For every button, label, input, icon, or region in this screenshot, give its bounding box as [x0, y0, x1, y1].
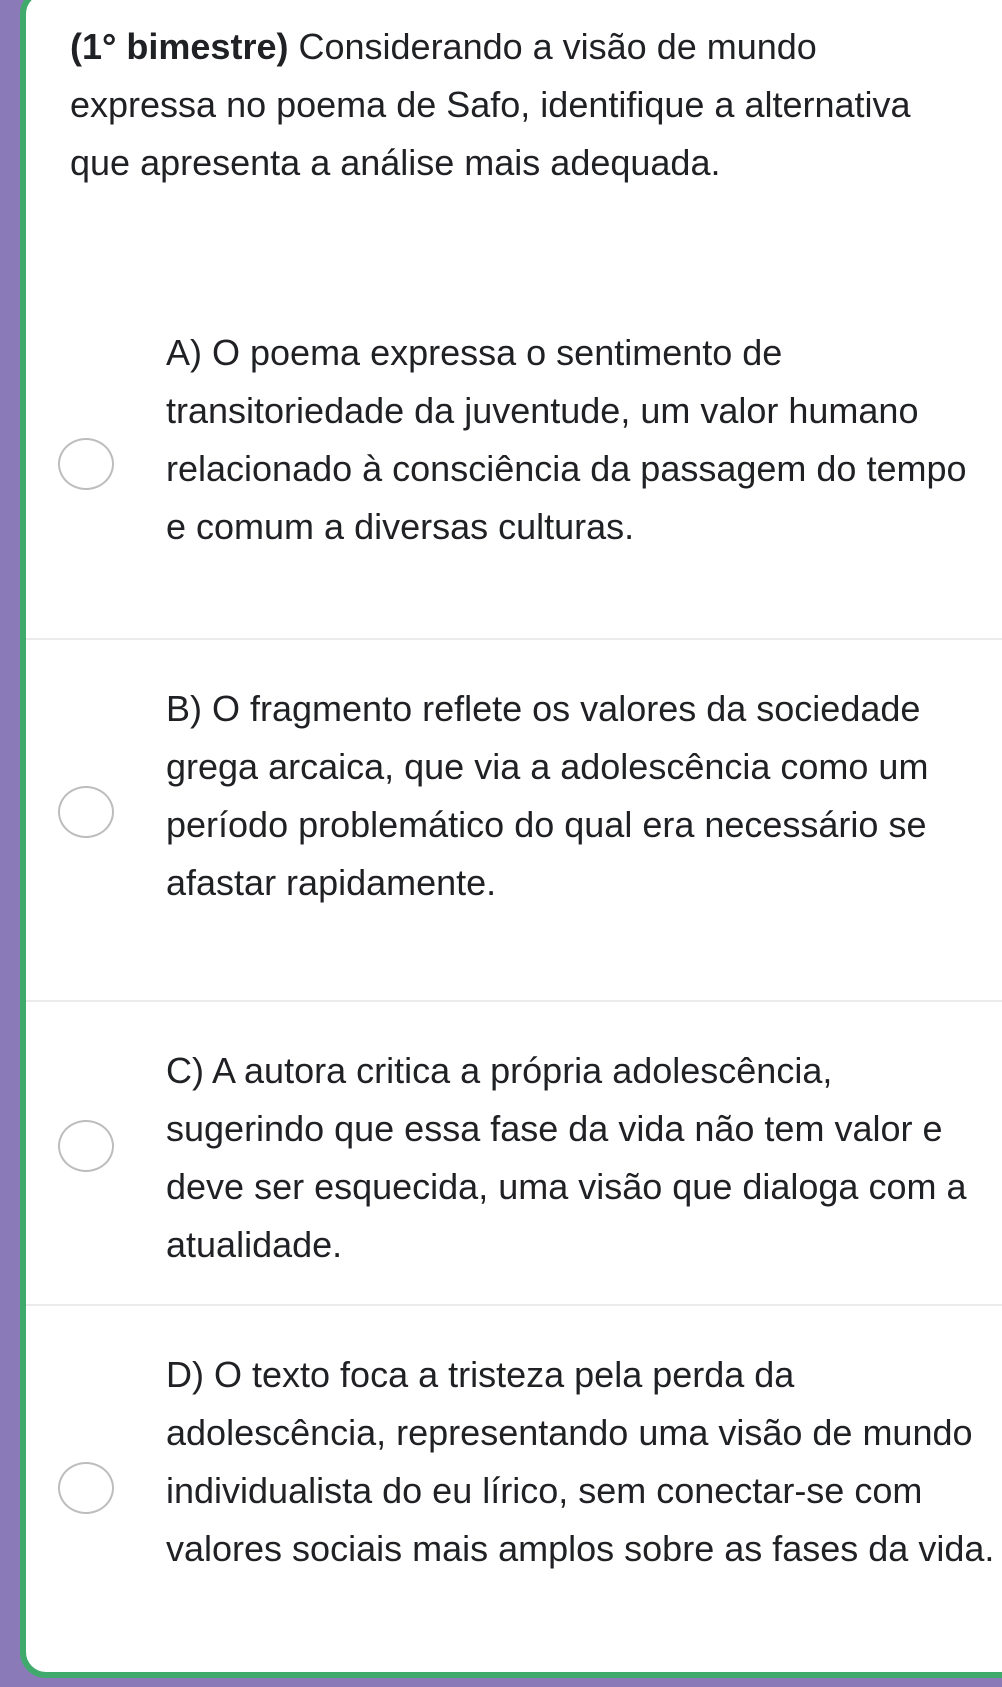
radio-button-b[interactable]: [58, 786, 114, 838]
option-c[interactable]: [26, 1004, 1002, 1306]
option-b[interactable]: [26, 642, 1002, 1002]
question-card: [20, 0, 1002, 1678]
option-b-text: B) O fragmento reflete os valores da sociedade grega arcaica, que via a adolescência como um período problemático do qual era necessário se afastar rapidamente.: [166, 688, 929, 903]
radio-button-a[interactable]: [58, 438, 114, 490]
radio-button-d[interactable]: [58, 1462, 114, 1514]
question-body: Considerando a visão de mundo expressa no poema de Safo, identifique a alternativa que apresenta a análise mais adequada.: [70, 26, 911, 183]
option-c-text: C) A autora critica a própria adolescência, sugerindo que essa fase da vida não tem valor e deve ser esquecida, uma visão que dialoga com a atualidade.: [166, 1050, 967, 1265]
question-label: (1° bimestre): [70, 26, 289, 67]
option-a[interactable]: [26, 302, 1002, 640]
radio-button-c[interactable]: [58, 1120, 114, 1172]
option-d[interactable]: [26, 1308, 1002, 1648]
option-a-text: A) O poema expressa o sentimento de transitoriedade da juventude, um valor humano relacionado à consciência da passagem do tempo e comum a diversas culturas.: [166, 332, 967, 547]
question-text: [70, 18, 950, 192]
option-d-text: D) O texto foca a tristeza pela perda da adolescência, representando uma visão de mundo individualista do eu lírico, sem conectar-se com valores sociais mais amplos sobre as fases da vida.: [166, 1354, 995, 1569]
